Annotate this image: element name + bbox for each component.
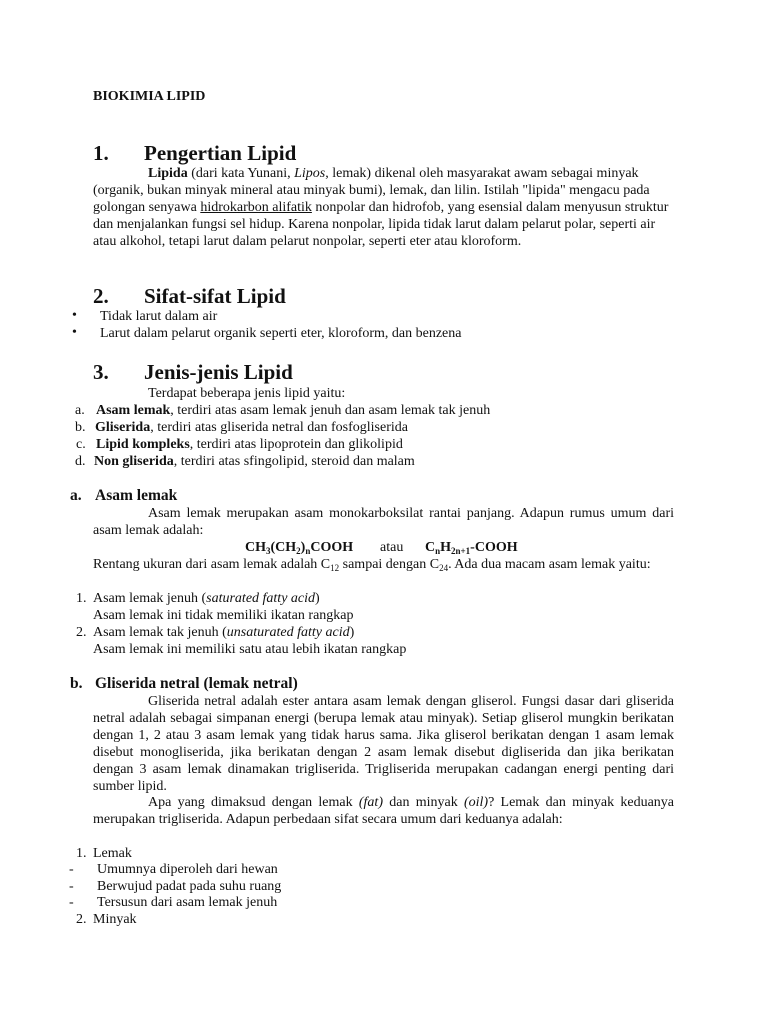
list-item	[96, 402, 490, 419]
list-marker: d.	[75, 454, 86, 469]
carbon-subscript: 12	[330, 563, 340, 573]
list-item-term: Asam lemak	[96, 403, 171, 418]
section-3-intro: Terdapat beberapa jenis lipid yaitu:	[148, 386, 346, 401]
formula-subscript: n	[305, 546, 311, 556]
list-item-description: Asam lemak ini memiliki satu atau lebih ikatan rangkap	[93, 642, 407, 657]
list-marker: b.	[75, 420, 86, 435]
bullet-icon: •	[72, 325, 77, 340]
section-3-number: 3.	[93, 360, 109, 384]
subsection-b-title: Gliserida netral (lemak netral)	[95, 675, 298, 692]
formula-subscript: 2n+1	[451, 546, 471, 556]
formula-part: (CH	[270, 540, 297, 555]
list-item: Tersusun dari asam lemak jenuh	[97, 895, 278, 910]
lemak-minyak-text: ? Lemak dan minyak keduanya merupakan trigliserida. Adapun perbedaan sifat secara umum dari keduanya adalah:	[93, 795, 674, 827]
formula-part: H	[440, 540, 452, 555]
formula-subscript: n	[435, 546, 441, 556]
list-item: Berwujud padat pada suhu ruang	[97, 879, 282, 894]
lipos-term: Lipos	[294, 166, 326, 181]
list-item-text: , terdiri atas gliserida netral dan fosfogliserida	[150, 420, 408, 435]
section-1-title: Pengertian Lipid	[144, 141, 297, 165]
list-marker: 2.	[76, 625, 87, 640]
subsection-b-heading	[70, 675, 470, 693]
section-3-heading	[93, 360, 493, 384]
asam-lemak-paragraph	[93, 505, 674, 539]
formula-1	[245, 539, 353, 556]
list-marker: a.	[75, 403, 85, 418]
section-2-heading	[93, 284, 493, 308]
dash-marker: -	[69, 895, 74, 910]
formula-subscript: 2	[296, 546, 301, 556]
section-1-text-d: nonpolar dan hidrofob, yang esensial dalam menyusun struktur dan menjalankan fungsi sel hidup. Karena nonpolar, lipida tidak larut dalam pelarut polar, seperti air atau alkohol, tetapi larut dalam pelarut nonpolar, seperti eter atau kloroform.	[93, 200, 669, 249]
subsection-b-marker: b.	[70, 675, 83, 692]
dash-marker: -	[69, 862, 74, 877]
list-item	[96, 436, 403, 453]
list-item	[95, 419, 408, 436]
list-item-minyak: Minyak	[93, 912, 137, 927]
list-item-term: Lipid kompleks	[96, 437, 190, 452]
formula-part: COOH	[310, 540, 354, 555]
section-1-paragraph	[93, 165, 674, 250]
formula-part: CH	[245, 540, 266, 555]
fat-term: (fat)	[358, 795, 383, 810]
list-item: Larut dalam pelarut organik seperti eter, kloroform, dan benzena	[100, 326, 462, 341]
list-item-text: , terdiri atas sfingolipid, steroid dan malam	[173, 454, 415, 469]
rentang-text: . Ada dua macam asam lemak yaitu:	[448, 557, 651, 572]
formula-2	[425, 539, 518, 556]
carbon-subscript: 24	[439, 563, 449, 573]
section-2-title: Sifat-sifat Lipid	[144, 284, 286, 308]
list-item-lemak: Lemak	[93, 846, 132, 861]
asam-lemak-text: Asam lemak merupakan asam monokarboksilat rantai panjang. Adapun rumus umum dari asam lemak adalah:	[93, 506, 674, 538]
list-item-text: Asam lemak tak jenuh (	[93, 625, 227, 640]
section-3-title: Jenis-jenis Lipid	[144, 360, 293, 384]
hidrokarbon-link: hidrokarbon alifatik	[200, 200, 312, 215]
oil-term: (oil)	[463, 795, 489, 810]
formula-part: )	[300, 540, 306, 555]
list-item	[93, 590, 320, 607]
formula-part: C	[425, 540, 436, 555]
list-item-term: Gliserida	[95, 420, 151, 435]
list-item-text: )	[315, 591, 320, 606]
list-item-text: , terdiri atas lipoprotein dan glikolipid	[189, 437, 403, 452]
rentang-paragraph	[93, 556, 674, 573]
subsection-a-marker: a.	[70, 487, 82, 504]
lemak-minyak-text: dan minyak	[382, 795, 464, 810]
subsection-a-heading	[70, 487, 370, 505]
list-marker: 2.	[76, 912, 87, 927]
list-item: Tidak larut dalam air	[100, 309, 218, 324]
list-item-term: Non gliserida	[94, 454, 174, 469]
list-item-text: Asam lemak jenuh (	[93, 591, 207, 606]
lipida-term: Lipida	[148, 166, 188, 181]
bullet-icon: •	[72, 308, 77, 323]
lemak-minyak-paragraph	[93, 794, 674, 828]
formula-or: atau	[380, 540, 404, 555]
list-item-description: Asam lemak ini tidak memiliki ikatan rangkap	[93, 608, 354, 623]
list-marker: 1.	[76, 846, 87, 861]
section-1-number: 1.	[93, 141, 109, 165]
section-1-text-b: , lemak) dikenal oleh masyarakat awam sebagai minyak (organik, bukan minyak mineral atau minyak bumi), lemak, dan lilin. Istilah "lipida" mengacu pada golongan senyawa	[93, 166, 650, 215]
list-item-text: , terdiri atas asam lemak jenuh dan asam lemak tak jenuh	[170, 403, 491, 418]
list-item	[93, 624, 354, 641]
list-marker: 1.	[76, 591, 87, 606]
section-1-heading	[93, 141, 493, 165]
list-item	[94, 453, 415, 470]
list-item-italic: unsaturated fatty acid	[226, 625, 350, 640]
list-item-italic: saturated fatty acid	[206, 591, 316, 606]
subsection-a-title: Asam lemak	[95, 487, 178, 504]
list-marker: c.	[76, 437, 86, 452]
document-title: BIOKIMIA LIPID	[93, 89, 206, 104]
rentang-text: sampai dengan C	[339, 557, 440, 572]
gliserida-text: Gliserida netral adalah ester antara asam lemak dengan gliserol. Fungsi dasar dari gliserida netral adalah sebagai simpanan energi (berupa lemak atau minyak). Setiap gliserol mungkin berikatan dengan 1, 2 atau 3 asam lemak yang tidak harus sama. Jika gliserol berikatan dengan 1 asam lemak disebut monogliserida, jika berikatan dengan 2 asam lemak disebut digliserida dan jika berikatan dengan 3 asam lemak dinamakan trigliserida. Trigliserida merupakan cadangan energi penting dari sumber lipid.	[93, 694, 674, 794]
lemak-minyak-text: Apa yang dimaksud dengan lemak	[148, 795, 359, 810]
formula-subscript: 3	[266, 546, 271, 556]
dash-marker: -	[69, 879, 74, 894]
rentang-text: Rentang ukuran dari asam lemak adalah C	[93, 557, 331, 572]
list-item-text: )	[349, 625, 355, 640]
list-item: Umumnya diperoleh dari hewan	[97, 862, 278, 877]
formula-part: -COOH	[470, 540, 518, 555]
section-1-text-a: (dari kata Yunani,	[187, 166, 295, 181]
section-2-number: 2.	[93, 284, 109, 308]
gliserida-paragraph	[93, 693, 674, 795]
